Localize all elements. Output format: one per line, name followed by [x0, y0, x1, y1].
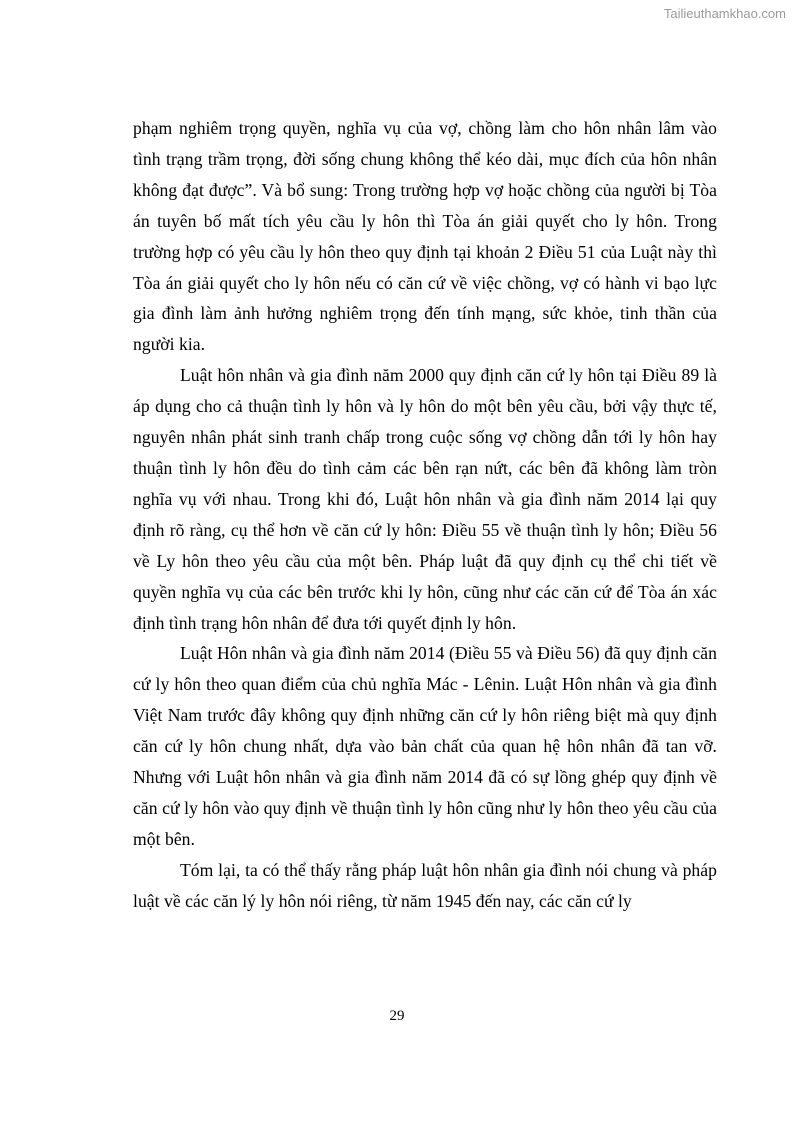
page-body — [133, 113, 717, 917]
page-number: 29 — [389, 1008, 405, 1024]
paragraph-law-2000: Luật hôn nhân và gia đình năm 2000 quy định căn cứ ly hôn tại Điều 89 là áp dụng cho cả thuận tình ly hôn và ly hôn do một bên yêu cầu, bởi vậy thực tế, nguyên nhân phát sinh tranh chấp trong cuộc sống vợ chồng dẫn tới ly hôn hay thuận tình ly hôn đều do tình cảm các bên rạn nứt, các bên đã không làm tròn nghĩa vụ với nhau. Trong khi đó, Luật hôn nhân và gia đình năm 2014 lại quy định rõ ràng, cụ thể hơn về căn cứ ly hôn: Điều 55 về thuận tình ly hôn; Điều 56 về Ly hôn theo yêu cầu của một bên. Pháp luật đã quy định cụ thể chi tiết về quyền nghĩa vụ của các bên trước khi ly hôn, cũng như các căn cứ để Tòa án xác định tình trạng hôn nhân để đưa tới quyết định ly hôn. — [133, 365, 717, 633]
paragraph-continuation: phạm nghiêm trọng quyền, nghĩa vụ của vợ, chồng làm cho hôn nhân lâm vào tình trạng trầm trọng, đời sống chung không thể kéo dài, mục đích của hôn nhân không đạt được”. Và bổ sung: Trong trường hợp vợ hoặc chồng của người bị Tòa án tuyên bố mất tích yêu cầu ly hôn thì Tòa án giải quyết cho ly hôn. Trong trường hợp có yêu cầu ly hôn theo quy định tại khoản 2 Điều 51 của Luật này thì Tòa án giải quyết cho ly hôn nếu có căn cứ về việc chồng, vợ có hành vi bạo lực gia đình làm ảnh hưởng nghiêm trọng đến tính mạng, sức khỏe, tinh thần của người kia. — [133, 118, 717, 355]
paragraph-law-2014: Luật Hôn nhân và gia đình năm 2014 (Điều 55 và Điều 56) đã quy định căn cứ ly hôn theo quan điểm của chủ nghĩa Mác - Lênin. Luật Hôn nhân và gia đình Việt Nam trước đây không quy định những căn cứ ly hôn riêng biệt mà quy định căn cứ ly hôn chung nhất, dựa vào bản chất của quan hệ hôn nhân đã tan vỡ. Nhưng với Luật hôn nhân và gia đình năm 2014 đã có sự lồng ghép quy định về căn cứ ly hôn vào quy định về thuận tình ly hôn cũng như ly hôn theo yêu cầu của một bên. — [133, 643, 717, 849]
watermark: Tailieuthamkhao.com — [663, 6, 786, 21]
paragraph-summary: Tóm lại, ta có thể thấy rằng pháp luật hôn nhân gia đình nói chung và pháp luật về các căn lý ly hôn nói riêng, từ năm 1945 đến nay, các căn cứ ly — [133, 859, 717, 911]
